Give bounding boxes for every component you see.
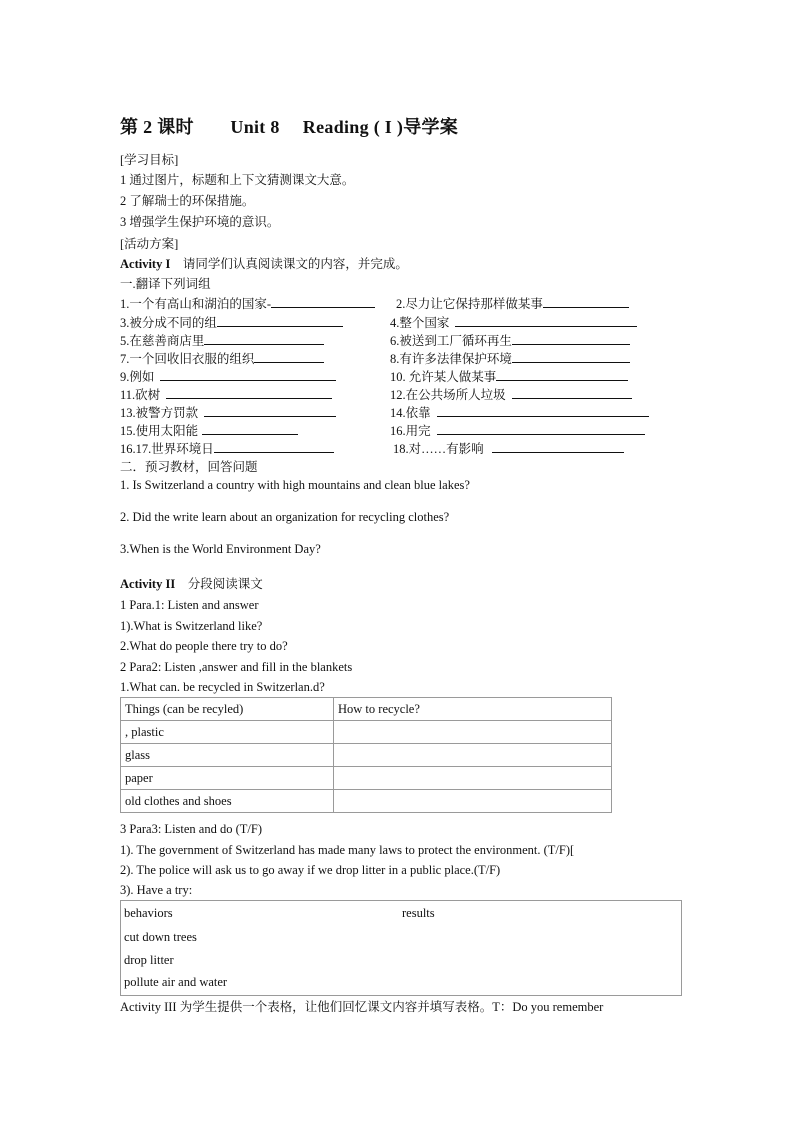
para2-heading: 2 Para2: Listen ,answer and fill in the blankets: [120, 660, 353, 674]
table-cell: , plastic: [121, 721, 334, 744]
phrase-item: 4.整个国家: [390, 315, 637, 331]
table-header-cell: How to recycle?: [334, 698, 612, 721]
phrase-item: 7.一个回收旧衣服的组织: [120, 351, 324, 367]
question-item: 1. Is Switzerland a country with high mountains and clean blue lakes?: [120, 478, 470, 492]
table-row: [121, 767, 612, 790]
answer-cell[interactable]: [334, 767, 612, 790]
objective-item: 1 通过图片，标题和上下文猜测课文大意。: [120, 173, 355, 187]
page-title: 第 2 课时 Unit 8 Reading ( I )导学案: [120, 117, 459, 137]
answer-cell[interactable]: [334, 721, 612, 744]
answer-blank[interactable]: [437, 405, 649, 417]
phrase-item: 12.在公共场所人垃圾: [390, 387, 632, 403]
para2-question: 1.What can. be recycled in Switzerlan.d?: [120, 680, 325, 694]
activity2-header: [120, 576, 263, 592]
activity3-line: [120, 999, 603, 1015]
para3-statement: 1). The government of Switzerland has made many laws to protect the environment. (T/F)[: [120, 843, 575, 857]
answer-blank[interactable]: [492, 441, 624, 453]
answer-blank[interactable]: [496, 369, 628, 381]
question-item: 3.When is the World Environment Day?: [120, 542, 321, 556]
answer-cell[interactable]: [334, 790, 612, 813]
phrase-item: 2.尽力让它保持那样做某事: [396, 296, 629, 312]
objective-item: 2 了解瑞士的环保措施。: [120, 194, 255, 208]
phrase-item: 16.用完: [390, 423, 645, 439]
answer-cell[interactable]: [334, 744, 612, 767]
answer-blank[interactable]: [512, 351, 630, 363]
behavior-item: pollute air and water: [124, 975, 228, 989]
phrase-item: 5.在慈善商店里: [120, 333, 324, 349]
phrase-item: 1.一个有高山和湖泊的国家-: [120, 296, 375, 312]
answer-blank[interactable]: [271, 296, 375, 308]
activity1-header: [120, 256, 408, 272]
answer-blank[interactable]: [217, 315, 343, 327]
table-cell: old clothes and shoes: [121, 790, 334, 813]
phrase-item: 11.砍树: [120, 387, 332, 403]
phrase-item: 16.17.世界环境日: [120, 441, 334, 457]
section-questions-heading: 二．预习教材，回答问题: [120, 460, 258, 474]
phrase-item: 9.例如: [120, 369, 336, 385]
table-row: [121, 744, 612, 767]
table-cell: paper: [121, 767, 334, 790]
table-header-row: [121, 698, 612, 721]
answer-blank[interactable]: [543, 296, 629, 308]
answer-blank[interactable]: [512, 387, 632, 399]
para1-question: 2.What do people there try to do?: [120, 639, 288, 653]
behaviors-header: behaviors: [124, 906, 173, 920]
activity3-text: 为学生提供一个表格，让他们回忆课文内容并填写表格。T：Do you remember: [179, 1000, 604, 1014]
recycle-table: [120, 697, 612, 813]
behavior-item: cut down trees: [124, 930, 197, 944]
section-translate-heading: 一.翻译下列词组: [120, 277, 211, 291]
table-header-cell: Things (can be recyled): [121, 698, 334, 721]
activity2-text: 分段阅读课文: [187, 577, 263, 591]
table-row: [121, 790, 612, 813]
answer-blank[interactable]: [512, 333, 630, 345]
phrase-item: 6.被送到工厂循环再生: [390, 333, 630, 349]
para3-try-heading: 3). Have a try:: [120, 883, 193, 897]
activity1-text: 请同学们认真阅读课文的内容，并完成。: [182, 257, 408, 271]
para3-heading: 3 Para3: Listen and do (T/F): [120, 822, 262, 836]
objective-item: 3 增强学生保护环境的意识。: [120, 215, 280, 229]
behavior-item: drop litter: [124, 953, 174, 967]
para3-statement: 2). The police will ask us to go away if we drop litter in a public place.(T/F): [120, 863, 501, 877]
table-cell: glass: [121, 744, 334, 767]
phrase-item: 10. 允许某人做某事: [390, 369, 628, 385]
answer-blank[interactable]: [202, 423, 298, 435]
activity1-label: Activity I: [120, 257, 171, 271]
para1-heading: 1 Para.1: Listen and answer: [120, 598, 259, 612]
phrase-item: 14.依靠: [390, 405, 649, 421]
question-item: 2. Did the write learn about an organization for recycling clothes?: [120, 510, 450, 524]
table-row: [121, 721, 612, 744]
answer-blank[interactable]: [204, 405, 336, 417]
answer-blank[interactable]: [160, 369, 336, 381]
activity2-label: Activity II: [120, 577, 176, 591]
objectives-heading: [学习目标]: [120, 153, 179, 167]
answer-blank[interactable]: [254, 351, 324, 363]
answer-blank[interactable]: [214, 441, 334, 453]
para1-question: 1).What is Switzerland like?: [120, 619, 263, 633]
answer-blank[interactable]: [166, 387, 332, 399]
phrase-item: 18.对……有影响: [393, 441, 624, 457]
phrase-item: 3.被分成不同的组: [120, 315, 343, 331]
phrase-item: 8.有许多法律保护环境: [390, 351, 630, 367]
results-header: results: [402, 906, 435, 920]
answer-blank[interactable]: [204, 333, 324, 345]
answer-blank[interactable]: [455, 315, 637, 327]
phrase-item: 15.使用太阳能: [120, 423, 298, 439]
plan-heading: [活动方案]: [120, 237, 179, 251]
answer-blank[interactable]: [437, 423, 645, 435]
phrase-item: 13.被警方罚款: [120, 405, 336, 421]
activity3-label: Activity III: [120, 1000, 177, 1014]
